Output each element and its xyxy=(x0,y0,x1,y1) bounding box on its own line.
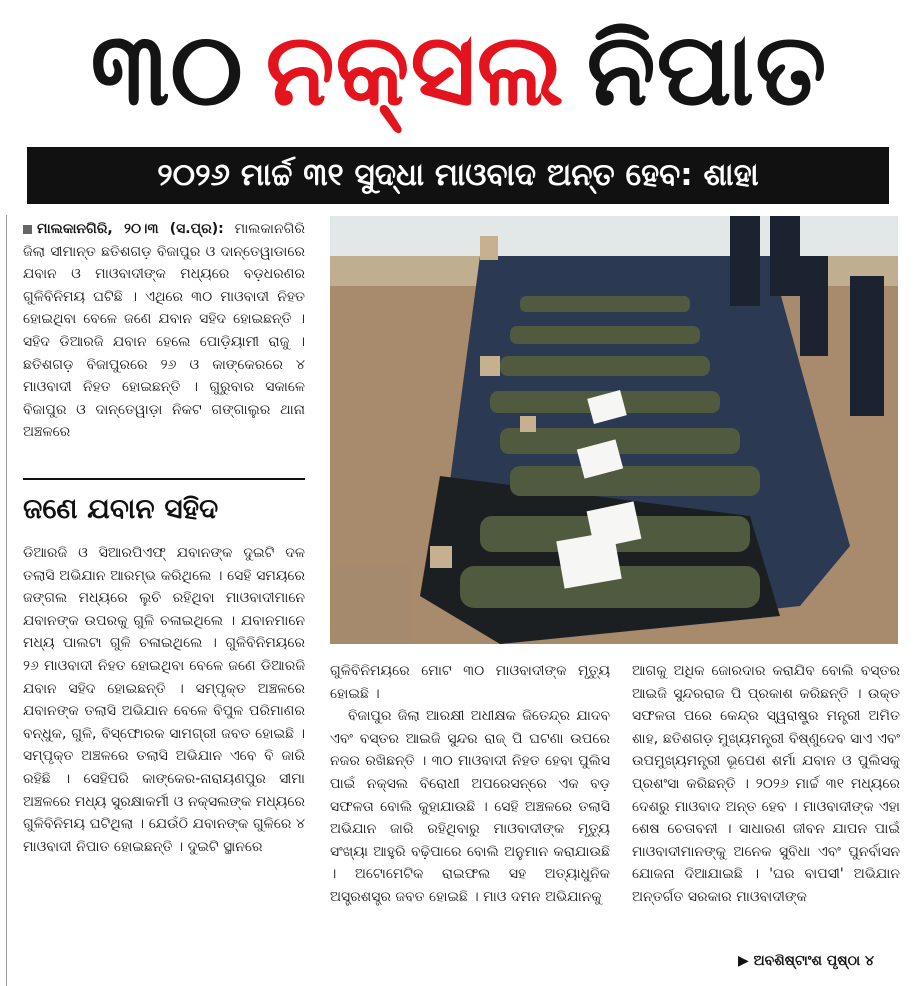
intro-paragraph xyxy=(23,218,305,444)
dateline: ମାଲକାନଗିରି, ୨୦।୩ (ସ.ପ୍ର): xyxy=(37,221,224,237)
news-photo xyxy=(330,216,898,644)
headline xyxy=(0,0,918,140)
headline-red-word: ନକ୍ସଲ xyxy=(265,11,565,128)
square-bullet-icon xyxy=(23,225,32,234)
column-two-paragraph-1: ଗୁଳିବିନିମୟରେ ମୋଟ ୩୦ ମାଓବାଦୀଙ୍କ ମୃତ୍ୟୁ ହୋଇଛି । xyxy=(330,663,610,702)
left-margin-rule xyxy=(0,215,7,986)
intro-column xyxy=(23,218,305,476)
column-one-text: ଡିଆରଜି ଓ ସିଆରପିଏଫ୍ ଯବାନଙ୍କ ଦୁଇଟି ଦଳ ତଲାସି ଅଭିଯାନ ଆରମ୍ଭ କରିଥିଲେ । ସେହି ସମୟରେ ଜଙ୍ଗଲ ମଧ୍ୟରେ ଲୁଚି ରହିଥିବା ମାଓବାଦୀମାନେ ଯବାନଙ୍କ ଉପରକୁ ଗୁଳି ଚଳାଇଥିଲେ । ଯବାନମାନେ ମଧ୍ୟ ପାଲଟା ଗୁଳି ଚଳାଇଥିଲେ । ଗୁଳିବିନିମୟରେ ୨୬ ମାଓବାଦୀ ନିହତ ହୋଇଥିବା ବେଳେ ଜଣେ ଡିଆରଜି ଯବାନ ସହିଦ ହୋଇଛନ୍ତି । ସମ୍ପୃକ୍ତ ଅଞ୍ଚଳରେ ଯବାନଙ୍କ ତଲାସି ଅଭିଯାନ ବେଳେ ବିପୁଳ ପରିମାଣର ବନ୍ଧୁକ, ଗୁଳି, ବିସ୍ଫୋରକ ସାମଗ୍ରୀ ଜବତ ହୋଇଛି । ସମ୍ପୃକ୍ତ ଅଞ୍ଚଳରେ ତଲାସି ଅଭିଯାନ ଏବେ ବି ଜାରି ରହିଛି । ସେହିପରି କାଙ୍କେର-ନାରାୟଣପୁର ସୀମା ଅଞ୍ଚଳରେ ମଧ୍ୟ ସୁରକ୍ଷାକର୍ମୀ ଓ ନକ୍ସଲଙ୍କ ମଧ୍ୟରେ ଗୁଳିବିନିମୟ ଘଟିଥିଲା । ଯେଉଁଠି ଯବାନଙ୍କ ଗୁଳିରେ ୪ ମାଓବାଦୀ ନିପାତ ହୋଇଛନ୍ତି । ଦୁଇଟି ସ୍ଥାନରେ xyxy=(23,545,305,855)
column-three-text: ଆଗକୁ ଅଧିକ ଜୋରଦାର କରାଯିବ ବୋଲି ବସ୍ତର ଆଇଜି ସୁନ୍ଦରରାଜ ପି ପ୍ରକାଶ କରିଛନ୍ତି । ଉକ୍ତ ସଫଳତା ପରେ କେନ୍ଦ୍ର ସ୍ୱରାଷ୍ଟ୍ର ମନ୍ତ୍ରୀ ଅମିତ ଶାହ, ଛତିଶଗଡ଼ ମୁଖ୍ୟମନ୍ତ୍ରୀ ବିଷ୍ଣୁଦେବ ସାଏ ଏବଂ ଉପମୁଖ୍ୟମନ୍ତ୍ରୀ ଭୂପେଶ ଶର୍ମା ଯବାନ ଓ ପୁଲିସକୁ ପ୍ରଶଂସା କରିଛନ୍ତି । ୨୦୨୬ ମାର୍ଚ୍ଚ ୩୧ ମଧ୍ୟରେ ଦେଶରୁ ମାଓବାଦ ଅନ୍ତ ହେବ । ମାଓବାଦୀଙ୍କ ଏହା ଶେଷ ଚେତାବନୀ । ସାଧାରଣ ଜୀବନ ଯାପନ ପାଇଁ ମାଓବାଦୀମାନଙ୍କୁ ଅନେକ ସୁବିଧା ଏବଂ ପୁନର୍ବାସନ ଯୋଜନା ଦିଆଯାଇଛି । 'ଘର ବାପସୀ' ଅଭିଯାନ ଅନ୍ତର୍ଗତ ସରକାର ମାଓବାଦୀଙ୍କ xyxy=(632,663,900,905)
section-heading: ଜଣେ ଯବାନ ସହିଦ xyxy=(23,478,305,538)
column-two-paragraph-2: ବିଜାପୁର ଜିଲା ଆରକ୍ଷୀ ଅଧୀକ୍ଷକ ଜିତେନ୍ଦ୍ର ଯାଦବ ଏବଂ ବସ୍ତର ଆଇଜି ସୁନ୍ଦର ରାଜ୍ ପି ଘଟଣା ଉପରେ ନଜର ରଖିଛନ୍ତି । ୩୦ ମାଓବାଦୀ ନିହତ ହେବା ପୁଲିସ ପାଇଁ ନକ୍ସଲ ବିରୋଧୀ ଅପରେସନ୍‌ରେ ଏକ ବଡ଼ ସଫଳତା ବୋଲି କୁହାଯାଉଛି । ସେହି ଅଞ୍ଚଳରେ ତଲାସି ଅଭିଯାନ ଜାରି ରହିଥିବାରୁ ମାଓବାଦୀଙ୍କ ମୃତ୍ୟୁ ସଂଖ୍ୟା ଆହୁରି ବଢ଼ିପାରେ ବୋଲି ଅନୁମାନ କରାଯାଉଛି । ଅଟୋମେଟିକ ରାଇଫଲ ସହ ଅତ୍ୟାଧୁନିକ ଅସ୍ତ୍ରଶସ୍ତ୍ର ଜବତ ହୋଇଛି । ମାଓ ଦମନ ଅଭିଯାନକୁ xyxy=(330,708,610,905)
headline-number: ୩୦ xyxy=(90,11,244,128)
continuation-note: ▶ ଅବଶିଷ୍ଟାଂଶ ପୃଷ୍ଠା ୪ xyxy=(738,953,874,969)
column-three-body xyxy=(632,660,900,980)
photo-illustration xyxy=(330,216,898,644)
subheadline-text: ୨୦୨୬ ମାର୍ଚ୍ଚ ୩୧ ସୁଦ୍ଧା ମାଓବାଦ ଅନ୍ତ ହେବ: ଶାହା xyxy=(157,157,759,193)
column-two-body xyxy=(330,660,610,980)
column-one-body xyxy=(23,542,305,978)
intro-text: ମାଲକାନଗିରି ଜିଲା ସୀମାନ୍ତ ଛତିଶଗଡ଼ ବିଜାପୁର ଓ ଦାନ୍ତେୱାଡାରେ ଯବାନ ଓ ମାଓବାଦୀଙ୍କ ମଧ୍ୟରେ ବଡ଼ଧରଣର ଗୁଳିବିନିମୟ ଘଟିଛି । ଏଥିରେ ୩୦ ମାଓବାଦୀ ନିହତ ହୋଇଥିବା ବେଳେ ଜଣେ ଯବାନ ସହିଦ ହୋଇଛନ୍ତି । ସହିଦ ଡିଆରଜି ଯବାନ ହେଲେ ପୋଡ଼ିୟାମୀ ରାଜୁ । ଛତିଶଗଡ଼ ବିଜାପୁରରେ ୨୬ ଓ କାଙ୍କେରରେ ୪ ମାଓବାଦୀ ନିହତ ହୋଇଛନ୍ତି । ଗୁରୁବାର ସକାଳେ ବିଜାପୁର ଓ ଦାନ୍ତେୱାଡ଼ା ନିକଟ ଗଙ୍ଗାଲୁର ଥାନା ଅଞ୍ଚଳରେ xyxy=(23,221,305,441)
headline-last-word: ନିପାତ xyxy=(586,11,828,128)
subheadline-banner xyxy=(27,147,889,204)
